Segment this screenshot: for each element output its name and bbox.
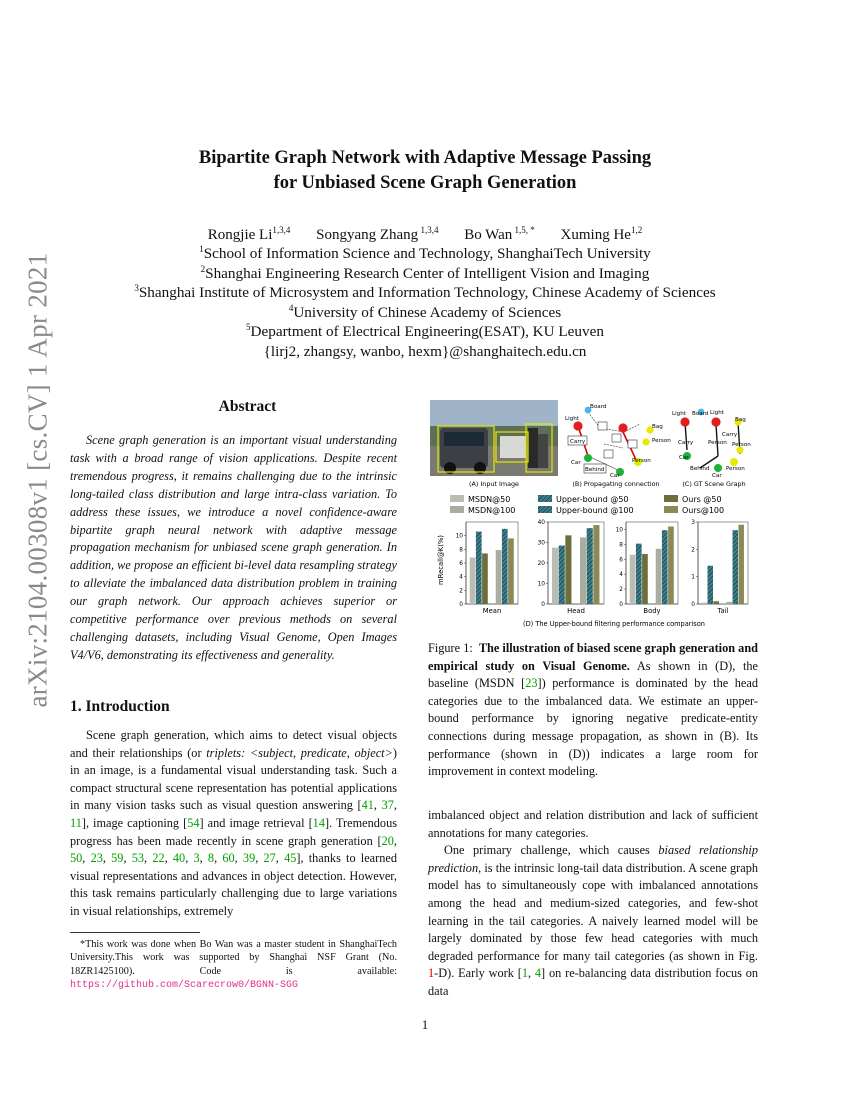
x-category-label: Body [643, 607, 661, 615]
y-tick-label: 4 [619, 572, 623, 579]
figure-caption: Figure 1: The illustration of biased scene graph generation and empirical study on Visual Genome. As shown in (D), the baseline (MSDN [23]) performance is dominated by the head categories due to the imbalanced data. We estimate an upper-bound performance by ignoring negative predicate-entity connections during message propagation, as shown in (B). Its performance (shown in (D)) indicates a large room for improvement in context modeling. [428, 641, 758, 779]
title-line-1: Bipartite Graph Network with Adaptive Message Passing [198, 148, 652, 168]
panel-a-label: (A) Input Image [469, 480, 519, 488]
affiliation: $^2$Shanghai Engineering Research Center of Intelligent Vision and Imaging [200, 263, 650, 282]
citation-link[interactable]: 11 [70, 815, 82, 830]
y-tick-label: 10 [537, 581, 545, 588]
citation-link[interactable]: 59 [111, 851, 124, 866]
ours-bar [668, 526, 674, 604]
msdn-bar [580, 537, 586, 604]
legend-swatch [538, 495, 552, 502]
y-tick-label: 3 [691, 520, 695, 526]
right-column-text [428, 807, 758, 1001]
svg-text:Carry: Carry [678, 440, 694, 446]
msdn-bar [656, 549, 662, 604]
author: Bo Wan $^{1,5, *}$ [464, 225, 535, 243]
svg-text:Light: Light [710, 410, 724, 416]
citation-link[interactable]: 50 [70, 851, 83, 866]
svg-text:Light: Light [672, 411, 686, 417]
legend-swatch [538, 506, 552, 513]
svg-text:Person: Person [632, 458, 651, 464]
citation-link[interactable]: 14 [312, 815, 325, 830]
msdn-bar [552, 548, 558, 604]
ours-bar [738, 525, 743, 604]
chart-title: (D) The Upper-bound filtering performance comparison [523, 620, 705, 628]
emails: {lirj2, zhangsy, wanbo, hexm}@shanghaitech.edu.cn [263, 342, 587, 360]
svg-text:Car: Car [610, 473, 620, 479]
y-tick-label: 4 [459, 574, 463, 581]
upper-bound-bar [587, 528, 593, 604]
citation-link[interactable]: 23 [90, 851, 103, 866]
svg-text:Bag: Bag [652, 424, 663, 430]
x-category-label: Tail [717, 607, 729, 615]
svg-text:Car: Car [571, 460, 581, 466]
affiliations [0, 244, 850, 362]
y-tick-label: 2 [459, 588, 463, 595]
citation-link[interactable]: 60 [222, 851, 235, 866]
y-tick-label: 0 [619, 602, 623, 608]
abstract-heading: Abstract [218, 398, 277, 415]
upper-bound-bar [476, 532, 482, 604]
svg-text:Behind: Behind [690, 466, 710, 472]
msdn-bar [702, 603, 707, 604]
citation-link[interactable]: 27 [263, 851, 276, 866]
ours-bar [713, 601, 718, 604]
msdn-bar [496, 550, 502, 604]
svg-text:Person: Person [652, 438, 671, 444]
svg-text:Board: Board [692, 411, 709, 417]
y-tick-label: 1 [691, 574, 695, 581]
chart-y-axis-label: mRecall@K(%) [437, 535, 445, 585]
legend-swatch [664, 495, 678, 502]
svg-text:Person: Person [726, 466, 745, 472]
citation-link[interactable]: 23 [525, 676, 538, 691]
paragraph: imbalanced object and relation distribution and lack of sufficient annotations for many categories. [428, 808, 758, 840]
chart-legend [450, 495, 724, 515]
gt-scene-graph [672, 409, 751, 479]
citation-link[interactable]: 1 [521, 966, 528, 981]
ours-bar [593, 525, 599, 604]
citation-link[interactable]: 4 [534, 966, 542, 981]
citation-link[interactable]: 8 [207, 851, 215, 866]
svg-text:Bag: Bag [735, 417, 746, 423]
citation-link[interactable]: 54 [187, 815, 200, 830]
msdn-bar [470, 558, 476, 604]
affiliation: $^3$Shanghai Institute of Microsystem and Information Technology, Chinese Academy of Sciences [134, 283, 716, 302]
abstract-text: Scene graph generation is an important visual understanding task with a broad range of vision applications. Despite recent tremendous progress, it remains challenging due to the intrinsic long-tailed class distribution and large intra-class variation. To address these issues, we introduce a novel confidence-aware bipartite graph neural network with adaptive message propagation mechanism for unbiased scene graph generation. In addition, we propose an efficient bi-level data resampling strategy to alleviate the imbalanced data distribution problem in training our graph network. Our approach achieves superior or competitive performance over previous methods on several challenging datasets, including Visual Genome, Open Images V4/V6, demonstrating its effectiveness and generality. [70, 433, 397, 662]
svg-text:Person: Person [732, 442, 751, 448]
y-tick-label: 2 [619, 587, 623, 594]
upper-bound-bar [636, 544, 642, 604]
affiliation: $^1$School of Information Science and Technology, ShanghaiTech University [199, 243, 651, 262]
ours-bar [565, 535, 571, 604]
legend-label: Upper-bound @100 [556, 506, 634, 515]
citation-link[interactable]: 53 [131, 851, 145, 866]
y-tick-label: 10 [455, 533, 463, 540]
title-line-2: for Unbiased Scene Graph Generation [273, 173, 577, 193]
introduction-paragraph: Scene graph generation, which aims to detect visual objects and their relationships (or triplets: <subject, predicate, object>) in an image, is a fundamental visual understanding task. Such a compact structural scene representation has potential applications in many vision tasks such as visual question answering [41, 37, 11], image captioning [54] and image retrieval [14]. Tremendous progress has been made recently in scene graph generation [20, 50, 23, 59, 53, 22, 40, 3, 8, 60, 39, 27, 45], thanks to learned visual representations and advances in object detection. However, this task remains particularly challenging due to large variations in visual relationships, extremely [70, 728, 397, 918]
msdn-bar [727, 602, 732, 604]
y-tick-label: 0 [691, 602, 695, 608]
upper-bound-bar-chart [456, 520, 748, 615]
y-tick-label: 40 [537, 520, 545, 526]
x-category-label: Mean [482, 607, 502, 615]
section-heading-introduction: 1. Introduction [70, 698, 170, 715]
author: Xuming He$^{1,2}$ [560, 225, 643, 243]
legend-label: Upper-bound @50 [556, 495, 629, 504]
author-list [0, 227, 850, 244]
legend-swatch [450, 506, 464, 513]
affiliation: $^5$Department of Electrical Engineering(ESAT), KU Leuven [246, 322, 604, 341]
citation-link[interactable]: 40 [172, 851, 186, 866]
citation-link[interactable]: 37 [381, 798, 394, 813]
y-tick-label: 30 [537, 540, 545, 547]
panel-b-label: (B) Propagating connection [572, 480, 660, 488]
footnote: *This work was done when Bo Wan was a master student in ShanghaiTech University.This work was supported by Shanghai NSF Grant (No. 18ZR1425100). Code is available: https://github.com/Scarecrow0/BGNN-SGG [70, 939, 397, 991]
legend-swatch [450, 495, 464, 502]
y-tick-label: 0 [459, 602, 463, 608]
ours-bar [508, 538, 514, 604]
x-category-label: Head [567, 607, 585, 615]
citation-link[interactable]: 41 [361, 798, 374, 813]
upper-bound-bar [502, 529, 508, 604]
author: Rongjie Li$^{1,3,4}$ [207, 225, 291, 243]
y-tick-label: 6 [459, 561, 463, 567]
propagation-graph [565, 404, 671, 479]
page-number: 1 [421, 1017, 429, 1032]
svg-text:Behind: Behind [585, 467, 605, 473]
y-tick-label: 2 [691, 547, 695, 554]
footnote-rule [70, 932, 200, 933]
input-image [430, 400, 558, 476]
y-tick-label: 8 [619, 542, 623, 549]
y-tick-label: 20 [537, 561, 545, 567]
ours-bar [642, 554, 648, 604]
figure-1 [428, 398, 758, 630]
legend-label: MSDN@50 [468, 495, 511, 504]
y-tick-label: 6 [619, 557, 623, 564]
msdn-bar [630, 555, 636, 604]
svg-text:Car: Car [712, 473, 722, 479]
citation-link[interactable]: 39 [242, 851, 256, 866]
legend-label: MSDN@100 [468, 506, 516, 515]
figure-reference-link[interactable]: 1 [428, 966, 435, 981]
citation-link[interactable]: 22 [152, 851, 165, 866]
upper-bound-bar [559, 546, 565, 604]
upper-bound-bar [708, 566, 713, 604]
arxiv-stamp: arXiv:2104.00308v1 [cs.CV] 1 Apr 2021 [22, 252, 53, 708]
y-tick-label: 8 [459, 547, 463, 554]
legend-label: Ours @50 [682, 495, 722, 504]
svg-text:Light: Light [565, 416, 579, 422]
legend-label: Ours@100 [682, 506, 725, 515]
y-tick-label: 0 [541, 602, 545, 608]
citation-link[interactable]: 20 [381, 833, 394, 848]
paragraph: One primary challenge, which causes biased relationship prediction, is the intrinsic long-tail data distribution. A scene graph model has to simultaneously cope with imbalanced annotations among the head and medium-sized categories, and few-shot learning in the tail categories. A naively learned model will be largely dominated by those few head categories with much degraded performance for many tail categories (as shown in Fig. 1-D). Early work [1, 4] on re-balancing data distribution focus on data [428, 843, 759, 998]
citation-link[interactable]: 45 [284, 851, 297, 866]
svg-text:Carry: Carry [570, 439, 586, 445]
citation-group: 20, 50, 23, 59, 53, 22, 40, 3, 8, 60, 39, 27, 45 [70, 833, 397, 866]
svg-text:Person: Person [708, 440, 727, 446]
author: Songyang Zhang $^{1,3,4}$ [316, 225, 439, 243]
ours-bar [482, 553, 488, 604]
y-tick-label: 10 [615, 527, 623, 534]
upper-bound-bar [662, 530, 668, 604]
affiliation: $^4$University of Chinese Academy of Sciences [288, 302, 562, 321]
panel-c-label: (C) GT Scene Graph [682, 480, 746, 488]
svg-text:Car: Car [679, 455, 689, 461]
paper-title [0, 146, 850, 196]
upper-bound-bar [733, 530, 738, 604]
legend-swatch [664, 506, 678, 513]
svg-text:Carry: Carry [722, 432, 738, 438]
svg-text:Board: Board [590, 404, 607, 410]
citation-link[interactable]: 3 [193, 851, 200, 866]
code-url-link[interactable]: https://github.com/Scarecrow0/BGNN-SGG [70, 979, 299, 991]
